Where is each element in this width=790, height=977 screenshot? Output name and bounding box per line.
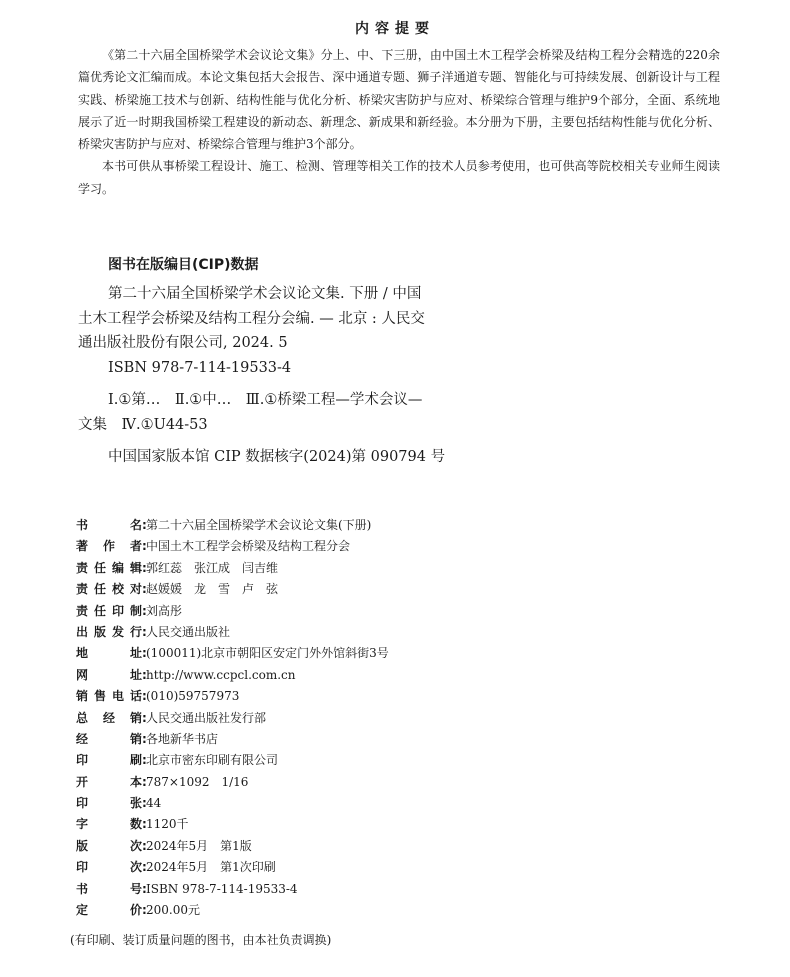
- colophon-label: 印次: [76, 860, 142, 875]
- colophon-value: 中国土木工程学会桥梁及结构工程分会: [146, 539, 351, 554]
- colophon-row: 著作者:中国土木工程学会桥梁及结构工程分会: [76, 536, 716, 557]
- colophon-row: 出版发行:人民交通出版社: [76, 622, 716, 643]
- colophon-value: 200.00元: [146, 903, 200, 918]
- colophon-label: 总经销: [76, 710, 142, 725]
- colophon-row: 责任校对:赵媛媛 龙 雪 卢 弦: [76, 579, 716, 600]
- colophon-label: 责任编辑: [76, 560, 142, 575]
- colophon-value: 北京市密东印刷有限公司: [146, 753, 279, 768]
- colophon-row: 印次:2024年5月 第1次印刷: [76, 857, 716, 878]
- colophon-row: 书名:第二十六届全国桥梁学术会议论文集(下册): [76, 515, 716, 536]
- colophon-value: 人民交通出版社发行部: [146, 710, 267, 725]
- colophon-label: 书号: [76, 881, 142, 896]
- colophon-label: 网址: [76, 667, 142, 682]
- colophon-row: 地址:(100011)北京市朝阳区安定门外外馆斜街3号: [76, 643, 716, 664]
- colophon-value: (100011)北京市朝阳区安定门外外馆斜街3号: [146, 646, 389, 661]
- cip-classification-line-2: 文集 Ⅳ.①U44-53: [78, 416, 208, 433]
- summary-paragraph-1: 《第二十六届全国桥梁学术会议论文集》分上、中、下三册，由中国土木工程学会桥梁及结构工程分会精选的220余篇优秀论文汇编而成。本论文集包括大会报告、深中通道专题、狮子洋通道专题、智能化与可持续发展、创新设计与工程实践、桥梁施工技术与创新、结构性能与优化分析、桥梁灾害防护与应对、桥梁综合管理与维护9个部分，全面、系统地展示了近一时期我国桥梁工程建设的新动态、新理念、新成果和新经验。本分册为下册，主要包括结构性能与优化分析、桥梁灾害防护与应对、桥梁综合管理与维护3个部分。: [78, 48, 720, 152]
- colophon-value: 44: [146, 796, 162, 811]
- colophon-label: 定价: [76, 903, 142, 918]
- colophon-label: 出版发行: [76, 624, 142, 639]
- cip-title-line-1: 第二十六届全国桥梁学术会议论文集. 下册 / 中国: [108, 286, 422, 302]
- colophon-row: 销售电话:(010)59757973: [76, 686, 716, 707]
- colophon-label: 责任印制: [76, 603, 142, 618]
- colophon-label: 书名: [76, 518, 142, 532]
- colophon-value: 刘高彤: [146, 603, 183, 618]
- colophon-row: 定价:200.00元: [76, 900, 716, 921]
- colophon-label: 印刷: [76, 753, 142, 768]
- colophon-row: 开本:787×1092 1/16: [76, 772, 716, 793]
- quality-footnote: (有印刷、装订质量问题的图书，由本社负责调换): [70, 933, 332, 947]
- colophon-value: 郭红蕊 张江成 闫吉维: [146, 560, 279, 575]
- summary-paragraph-2: 本书可供从事桥梁工程设计、施工、检测、管理等相关工作的技术人员参考使用，也可供高等院校相关专业师生阅读学习。: [78, 159, 720, 196]
- colophon-row: 印张:44: [76, 793, 716, 814]
- colophon-value: 2024年5月 第1版: [146, 838, 252, 853]
- cip-title-line-2: 土木工程学会桥梁及结构工程分会编. — 北京 : 人民交: [78, 310, 425, 327]
- colophon-row: 书号:ISBN 978-7-114-19533-4: [76, 879, 716, 900]
- colophon-label: 责任校对: [76, 582, 142, 597]
- colophon-row: 版次:2024年5月 第1版: [76, 836, 716, 857]
- colophon-value: 人民交通出版社: [146, 624, 231, 639]
- colophon-row: 经销:各地新华书店: [76, 729, 716, 750]
- colophon-label: 经销: [76, 731, 142, 746]
- colophon-value: 1120千: [146, 817, 189, 832]
- cip-title-line-3: 通出版社股份有限公司, 2024. 5: [78, 335, 288, 351]
- colophon-label: 地址: [76, 646, 142, 661]
- colophon-row: 网址:http://www.ccpcl.com.cn: [76, 665, 716, 686]
- colophon-value: 787×1092 1/16: [146, 774, 249, 789]
- cip-heading: 图书在版编目(CIP)数据: [108, 257, 259, 273]
- colophon-value: (010)59757973: [146, 689, 240, 704]
- colophon-row: 字数:1120千: [76, 814, 716, 835]
- summary-section: [78, 44, 720, 200]
- colophon-label: 字数: [76, 817, 142, 832]
- colophon-value: 赵媛媛 龙 雪 卢 弦: [146, 582, 279, 597]
- colophon-label: 销售电话: [76, 689, 142, 704]
- colophon-value: 各地新华书店: [146, 731, 219, 746]
- colophon-value: 2024年5月 第1次印刷: [146, 860, 276, 875]
- summary-title: 内容提要: [355, 21, 435, 37]
- cip-isbn: ISBN 978-7-114-19533-4: [108, 359, 292, 376]
- colophon-row: 总经销:人民交通出版社发行部: [76, 708, 716, 729]
- cip-record: [78, 282, 498, 470]
- colophon-row: 责任印制:刘高彤: [76, 601, 716, 622]
- cip-classification-line-1: Ⅰ.①第… Ⅱ.①中… Ⅲ.①桥梁工程—学术会议—: [108, 392, 423, 408]
- colophon-value: http://www.ccpcl.com.cn: [146, 667, 296, 682]
- colophon: [76, 515, 716, 921]
- colophon-value: ISBN 978-7-114-19533-4: [146, 881, 298, 896]
- colophon-label: 版次: [76, 838, 142, 853]
- colophon-label: 开本: [76, 774, 142, 789]
- colophon-row: 印刷:北京市密东印刷有限公司: [76, 750, 716, 771]
- colophon-label: 著作者: [76, 539, 142, 554]
- colophon-row: 责任编辑:郭红蕊 张江成 闫吉维: [76, 558, 716, 579]
- colophon-value: 第二十六届全国桥梁学术会议论文集(下册): [146, 518, 372, 532]
- cip-check-number: 中国国家版本馆 CIP 数据核字(2024)第 090794 号: [108, 449, 446, 465]
- colophon-label: 印张: [76, 796, 142, 811]
